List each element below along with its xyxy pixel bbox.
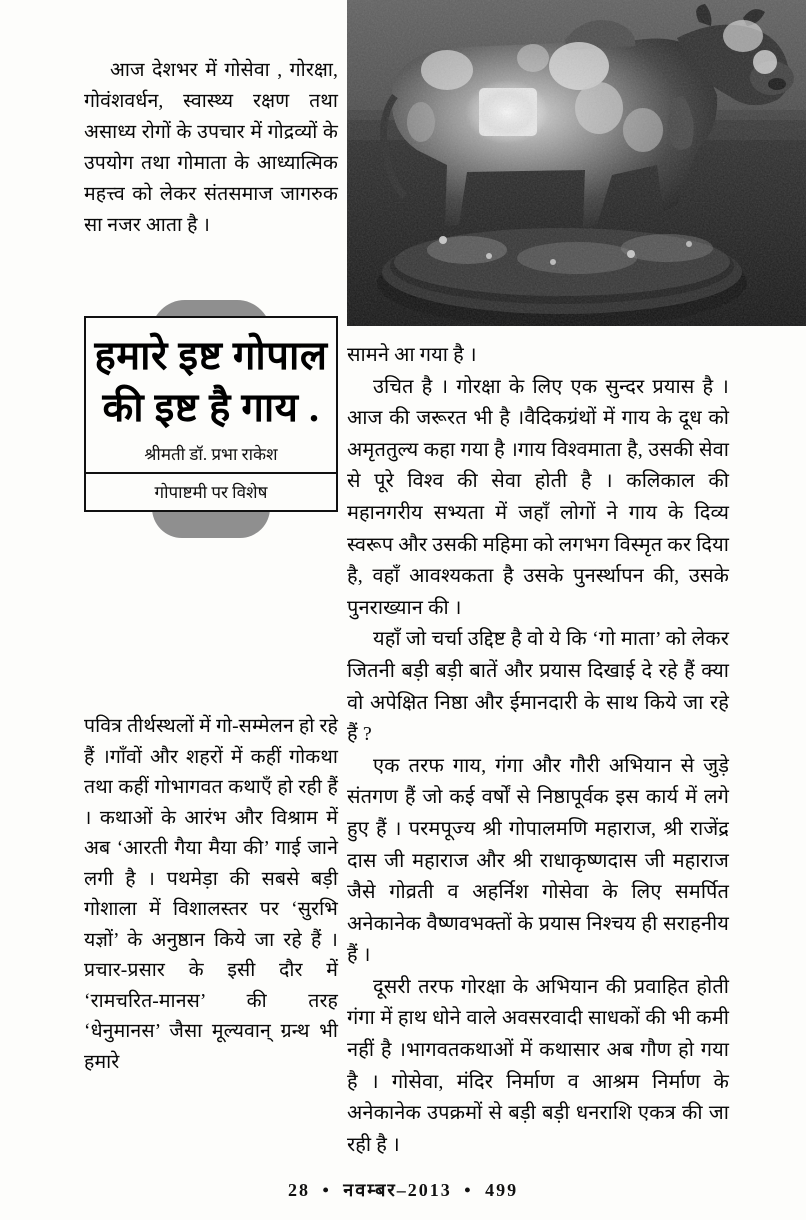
right-paragraph-2: यहाँ जो चर्चा उद्दिष्ट है वो ये कि ‘गो माता’ को लेकर जितनी बड़ी बड़ी बातें और प्रयास दिखाई दे रहे हैं क्या वो अपेक्षित निष्ठा और ईमानदारी के साथ किये जा रहे हैं ? xyxy=(347,628,729,746)
right-column xyxy=(347,340,729,1161)
footer-issue-date: नवम्बर–2013 xyxy=(343,1180,452,1200)
left-lower-paragraph: पवित्र तीर्थस्थलों में गो-सम्मेलन हो रहे हैं ।गाँवों और शहरों में कहीं गोकथा तथा कहीं गोभागवत कथाएँ हो रही हैं । कथाओं के आरंभ और विश्राम में अब ‘आरती गैया मैया की’ गाई जाने लगी है । पथमेड़ा की सबसे बड़ी गोशाला में विशालस्तर पर ‘सुरभि यज्ञों’ के अनुष्ठान किये जा रहे हैं । प्रचार-प्रसार के इसी दौर में ‘रामचरित-मानस’ की तरह ‘धेनुमानस’ जैसा मूल्यवान् ग्रन्थ भी हमारे xyxy=(84,716,338,1073)
dome-bottom-decoration xyxy=(152,508,270,538)
left-column-lead xyxy=(84,55,338,241)
article-kicker: गोपाष्टमी पर विशेष xyxy=(92,474,330,510)
page-footer xyxy=(0,1178,806,1202)
right-paragraph-3: एक तरफ गाय, गंगा और गौरी अभियान से जुड़े संतगण हैं जो कई वर्षों से निष्ठापूर्वक इस कार्य में लगे हुए हैं । परमपूज्य श्री गोपालमणि महाराज, श्री राजेंद्र दास जी महाराज और श्री राधाकृष्णदास जी महाराज जैसे गोव्रती व अहर्निश गोसेवा के लिए समर्पित अनेकानेक वैष्णवभक्तों के प्रयास निश्चय ही सराहनीय हैं । xyxy=(347,754,729,967)
lead-paragraph: आज देशभर में गोसेवा , गोरक्षा, गोवंशवर्धन, स्वास्थ्य रक्षण तथा असाध्य रोगों के उपचार में गोद्रव्यों के उपयोग तथा गोमाता के आध्यात्मिक महत्त्व को लेकर संतसमाज जागरुक सा नजर आता है । xyxy=(84,60,338,236)
headline-block xyxy=(84,300,338,512)
footer-dot-left: • xyxy=(322,1180,331,1200)
footer-page-number: 28 xyxy=(287,1180,310,1200)
footer-issue-number: 499 xyxy=(485,1180,519,1200)
right-paragraph-4: दूसरी तरफ गोरक्षा के अभियान की प्रवाहित होती गंगा में हाथ धोने वाले अवसरवादी साधकों की भी कमी नहीं है ।भागवतकथाओं में कथासार अब गौण हो गया है । गोसेवा, मंदिर निर्माण व आश्रम निर्माण के अनेकानेक उपक्रमों से बड़ी बड़ी धनराशि एकत्र की जा रही है । xyxy=(347,975,729,1156)
headline-box xyxy=(84,316,338,512)
footer-dot-right: • xyxy=(464,1180,473,1200)
article-title: हमारे इष्ट गोपाल की इष्ट है गाय . xyxy=(94,333,328,430)
left-column-lower xyxy=(84,712,338,1078)
cow-statue-photo xyxy=(347,0,806,326)
right-paragraph-1: उचित है । गोरक्षा के लिए एक सुन्दर प्रयास है ।आज की जरूरत भी है ।वैदिकग्रंथों में गाय के दूध को अमृततुल्य कहा गया है ।गाय विश्वमाता है, उसकी सेवा से पूरे विश्व की सेवा होती है । कलिकाल की महानगरीय सभ्यता में जहाँ लोगों ने गाय के दिव्य स्वरूप और उसकी महिमा को लगभग विस्मृत कर दिया है, वहाँ आवश्यकता है उसके पुनर्स्थापन की, उसके पुनराख्यान की । xyxy=(347,375,729,619)
right-paragraph-0: सामने आ गया है । xyxy=(347,344,477,366)
article-author: श्रीमती डॉ. प्रभा राकेश xyxy=(144,445,278,464)
